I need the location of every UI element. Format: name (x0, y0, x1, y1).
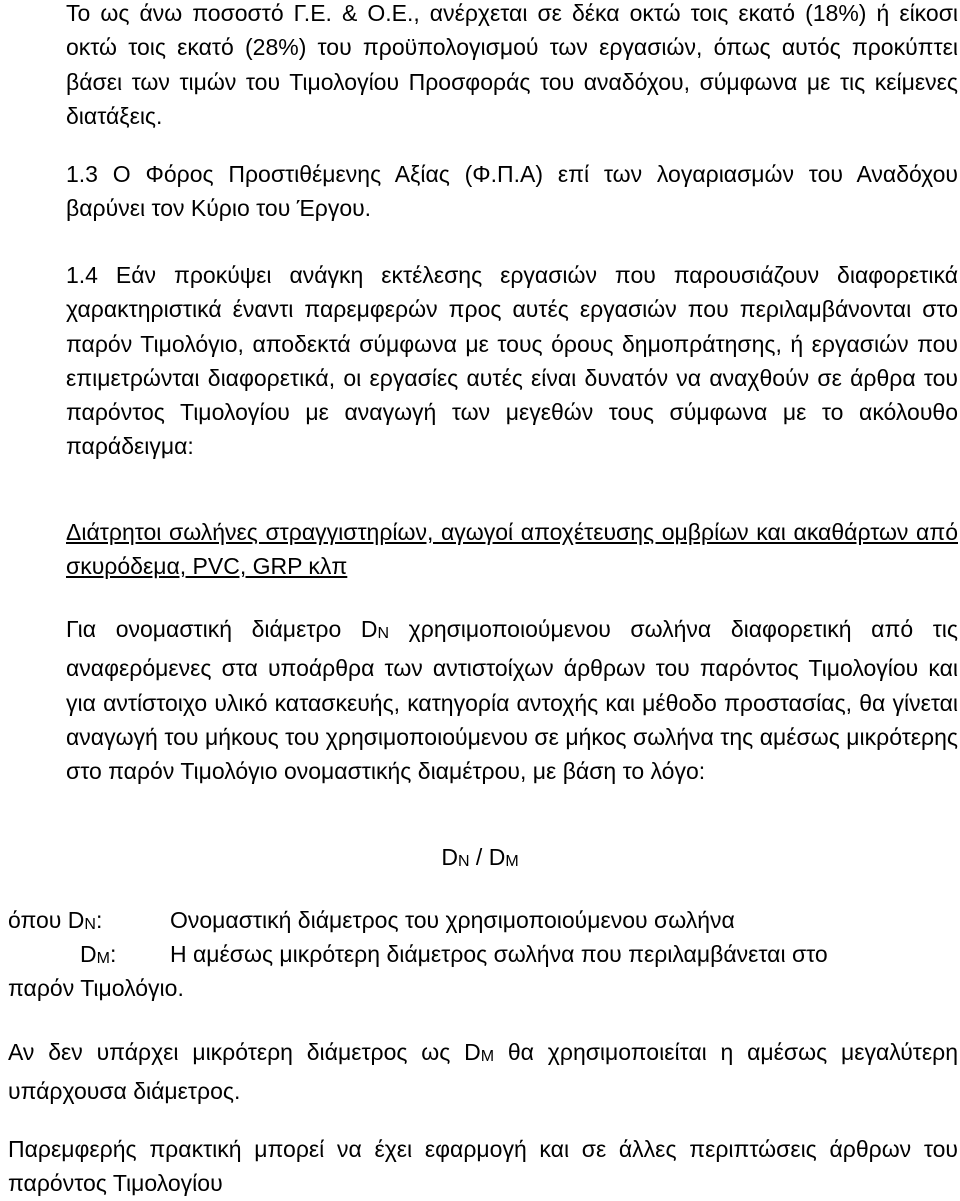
def2-colon: : (109, 941, 117, 967)
formula-d2: D (488, 844, 506, 870)
section-heading-pipes: Διάτρητοι σωλήνες στραγγιστηρίων, αγωγοί αποχέτευσης ομβρίων και ακαθάρτων από σκυρόδεμα, PVC, GRP κλπ (66, 519, 958, 580)
paragraph-1-4-conversion: 1.4 Εάν προκύψει ανάγκη εκτέλεσης εργασιών που παρουσιάζουν διαφορετικά χαρακτηριστικά έναντι παρεμφερών προς αυτές εργασιών που περιλαμβάνονται στο παρόν Τιμολόγιο, αποδεκτά σύμφωνα με τους όρους δημοπράτησης, ή εργασιών που επιμετρώνται διαφορετικά, οι εργασίες αυτές είναι δυνατόν να αναχθούν σε άρθρα του παρόντος Τιμολογίου με αναγωγή των μεγεθών τους σύμφωνα με το ακόλουθο παράδειγμα: (66, 262, 958, 460)
c1-text-after: θα χρησιμοποιείται η αμέσως μεγαλύτερη υπάρχουσα διάμετρος. (8, 1039, 959, 1105)
formula-sub1: N (457, 853, 470, 870)
ratio-formula (0, 840, 960, 879)
paragraph-no-smaller-diameter (8, 1035, 958, 1109)
def2-sub: M (96, 950, 110, 967)
c1-subscript: M (480, 1048, 495, 1065)
formula-d1: D (441, 844, 458, 870)
definition-dm-continuation: παρόν Τιμολόγιο. (8, 975, 184, 1001)
paragraph-nominal-diameter (66, 612, 958, 788)
formula-separator: / (469, 844, 489, 870)
paragraph-1-3-vat: 1.3 Ο Φόρος Προστιθέμενης Αξίας (Φ.Π.Α) επί των λογαριασμών του Αναδόχου βαρύνει τον Κύριο του Έργου. (66, 161, 958, 222)
definition-dm-text: Η αμέσως μικρότερη διάμετρος σωλήνα που περιλαμβάνεται στο (170, 941, 828, 967)
def1-colon: : (95, 907, 103, 933)
def2-prefix: D (80, 941, 97, 967)
p4-subscript: N (377, 625, 390, 642)
definition-dn-text: Ονομαστική διάμετρος του χρησιμοποιούμενου σωλήνα (170, 907, 735, 933)
paragraph-similar-practice: Παρεμφερής πρακτική μπορεί να έχει εφαρμογή και σε άλλες περιπτώσεις άρθρων του παρόντος Τιμολογίου (8, 1136, 958, 1197)
formula-sub2: M (505, 853, 519, 870)
p4-text-before: Για ονομαστική διάμετρο D (66, 616, 378, 642)
p4-text-after: χρησιμοποιούμενου σωλήνα διαφορετική από τις αναφερόμενες στα υποάρθρα των αντιστοίχων άρθρων του παρόντος Τιμολογίου και για αντίστοιχο υλικό κατασκευής, κατηγορία αντοχής και μέθοδο προστασίας, θα γίνεται αναγωγή του μήκους του χρησιμοποιούμενου σε μήκος σωλήνα της αμέσως μικρότερης στο παρόν Τιμολόγιο ονομαστικής διαμέτρου, με βάση το λόγο: (66, 616, 959, 785)
c1-text-before: Αν δεν υπάρχει μικρότερη διάμετρος ως D (8, 1039, 481, 1065)
def1-prefix: όπου D (8, 907, 85, 933)
paragraph-overhead-percentage: Το ως άνω ποσοστό Γ.Ε. & Ο.Ε., ανέρχεται σε δέκα οκτώ τοις εκατό (18%) ή είκοσι οκτώ τοις εκατό (28%) του προϋπολογισμού των εργασιών, όπως αυτός προκύπτει βάσει των τιμών του Τιμολογίου Προσφοράς του αναδόχου, σύμφωνα με τις κείμενες διατάξεις. (66, 0, 958, 129)
def1-sub: N (84, 916, 96, 933)
